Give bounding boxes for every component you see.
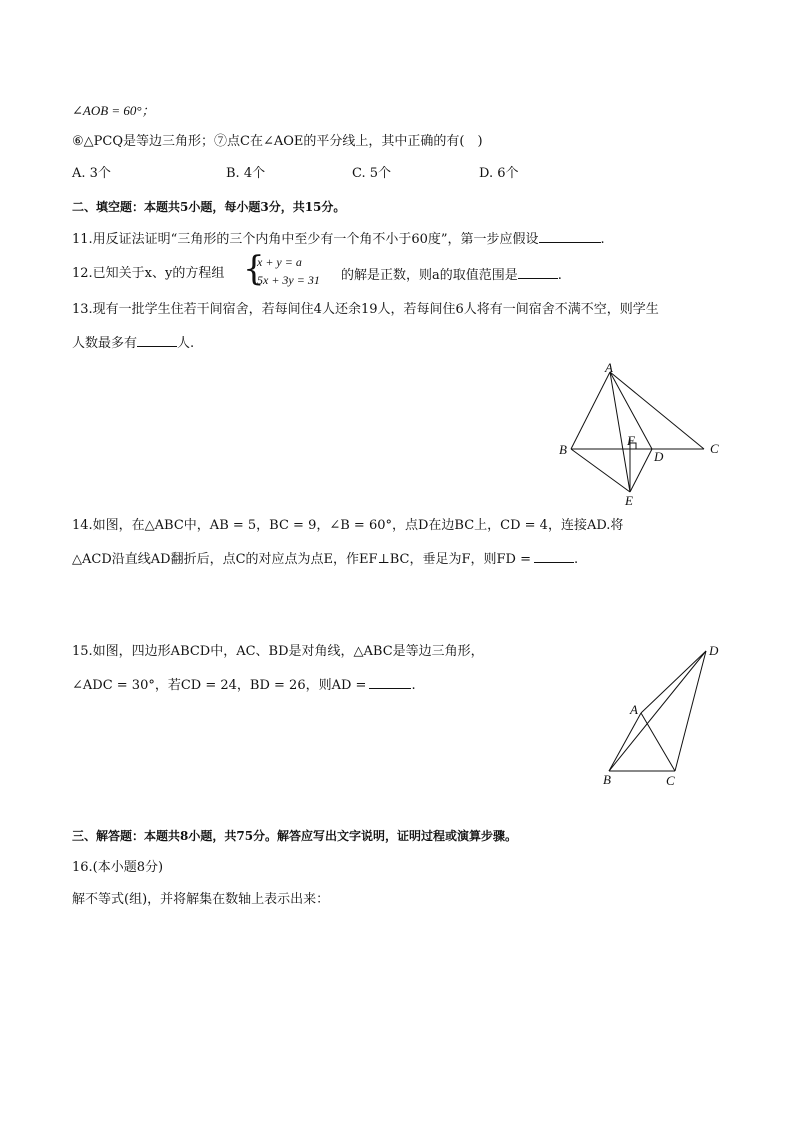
question-14-text: △ACD沿直线AD翻折后，点C的对应点为点E，作EF⊥BC，垂足为F，则FD = xyxy=(72,552,531,567)
seg-cd xyxy=(675,651,706,771)
question-12-pre: 12.已知关于x、y的方程组 xyxy=(72,266,225,281)
question-14-end: . xyxy=(573,552,579,567)
option-c: C. 5个 xyxy=(352,166,392,181)
seg-bd xyxy=(609,651,706,771)
answer-blank-15 xyxy=(369,675,411,689)
label-f: F xyxy=(627,433,635,448)
label-b: B xyxy=(559,442,567,457)
section-3-heading: 三、解答题：本题共8小题，共75分。解答应写出文字说明，证明过程或演算步骤。 xyxy=(72,829,518,843)
seg-de xyxy=(630,449,652,492)
question-13-line-1: 13.现有一批学生住若干间宿舍，若每间住4人还余19人，若每间住6人将有一间宿舍不满不空，则学生 xyxy=(72,302,659,317)
equation-1: x + y = a xyxy=(257,255,302,269)
option-a: A. 3个 xyxy=(72,166,111,181)
question-15-line-2 xyxy=(72,675,416,695)
label-b: B xyxy=(603,772,611,787)
seg-ab xyxy=(571,372,610,449)
question-16-header: 16.(本小题8分) xyxy=(72,860,164,875)
label-e: E xyxy=(625,493,633,508)
question-12-text: 的解是正数，则a的取值范围是 xyxy=(341,268,518,283)
figure-14 xyxy=(550,360,730,510)
question-15-text: ∠ADC = 30°，若CD = 24，BD = 26，则AD = xyxy=(72,678,367,693)
label-a: A xyxy=(605,360,613,375)
question-13-text: 人数最多有 xyxy=(72,336,138,351)
option-d: D. 6个 xyxy=(479,166,519,181)
section-2-heading: 二、填空题：本题共5小题，每小题3分，共15分。 xyxy=(72,200,346,214)
question-11 xyxy=(72,229,605,249)
seg-ac xyxy=(641,713,675,771)
question-14-line-2 xyxy=(72,549,578,569)
question-13-line-2 xyxy=(72,333,194,353)
seg-be xyxy=(571,449,630,492)
question-15-end: . xyxy=(411,678,416,693)
seg-ba xyxy=(609,713,641,771)
equation-2: 5x + 3y = 31 xyxy=(257,273,320,287)
equation-system xyxy=(243,249,339,291)
label-a: A xyxy=(630,702,638,717)
line-angle-aob: ∠AOB = 60°； xyxy=(72,103,155,118)
answer-blank-12 xyxy=(518,265,558,279)
question-13-end: 人. xyxy=(177,336,195,351)
answer-blank-14 xyxy=(534,549,574,563)
question-12-post xyxy=(341,265,562,285)
brace-symbol: { xyxy=(243,249,265,289)
question-15-line-1: 15.如图，四边形ABCD中，AC、BD是对角线，△ABC是等边三角形， xyxy=(72,644,484,659)
label-c: C xyxy=(666,773,675,788)
option-b: B. 4个 xyxy=(226,166,266,181)
label-d: D xyxy=(709,643,719,658)
seg-ac xyxy=(610,372,704,449)
label-d: D xyxy=(654,449,664,464)
question-16-text: 解不等式(组)，并将解集在数轴上表示出来： xyxy=(72,892,330,907)
line-statements-6-7: ⑥△PCQ是等边三角形；⑦点C在∠AOE的平分线上，其中正确的有( ) xyxy=(72,134,483,149)
question-11-end: . xyxy=(600,232,605,247)
question-12-end: . xyxy=(557,268,562,283)
seg-ad xyxy=(641,651,706,713)
answer-blank-13 xyxy=(137,333,177,347)
figure-15 xyxy=(595,640,735,790)
label-c: C xyxy=(710,441,719,456)
answer-blank-11 xyxy=(539,229,601,243)
question-14-line-1: 14.如图，在△ABC中，AB = 5，BC = 9，∠B = 60°，点D在边BC上，CD = 4，连接AD.将 xyxy=(72,518,624,533)
question-11-text: 11.用反证法证明“三角形的三个内角中至少有一个角不小于60度”，第一步应假设 xyxy=(72,232,539,247)
